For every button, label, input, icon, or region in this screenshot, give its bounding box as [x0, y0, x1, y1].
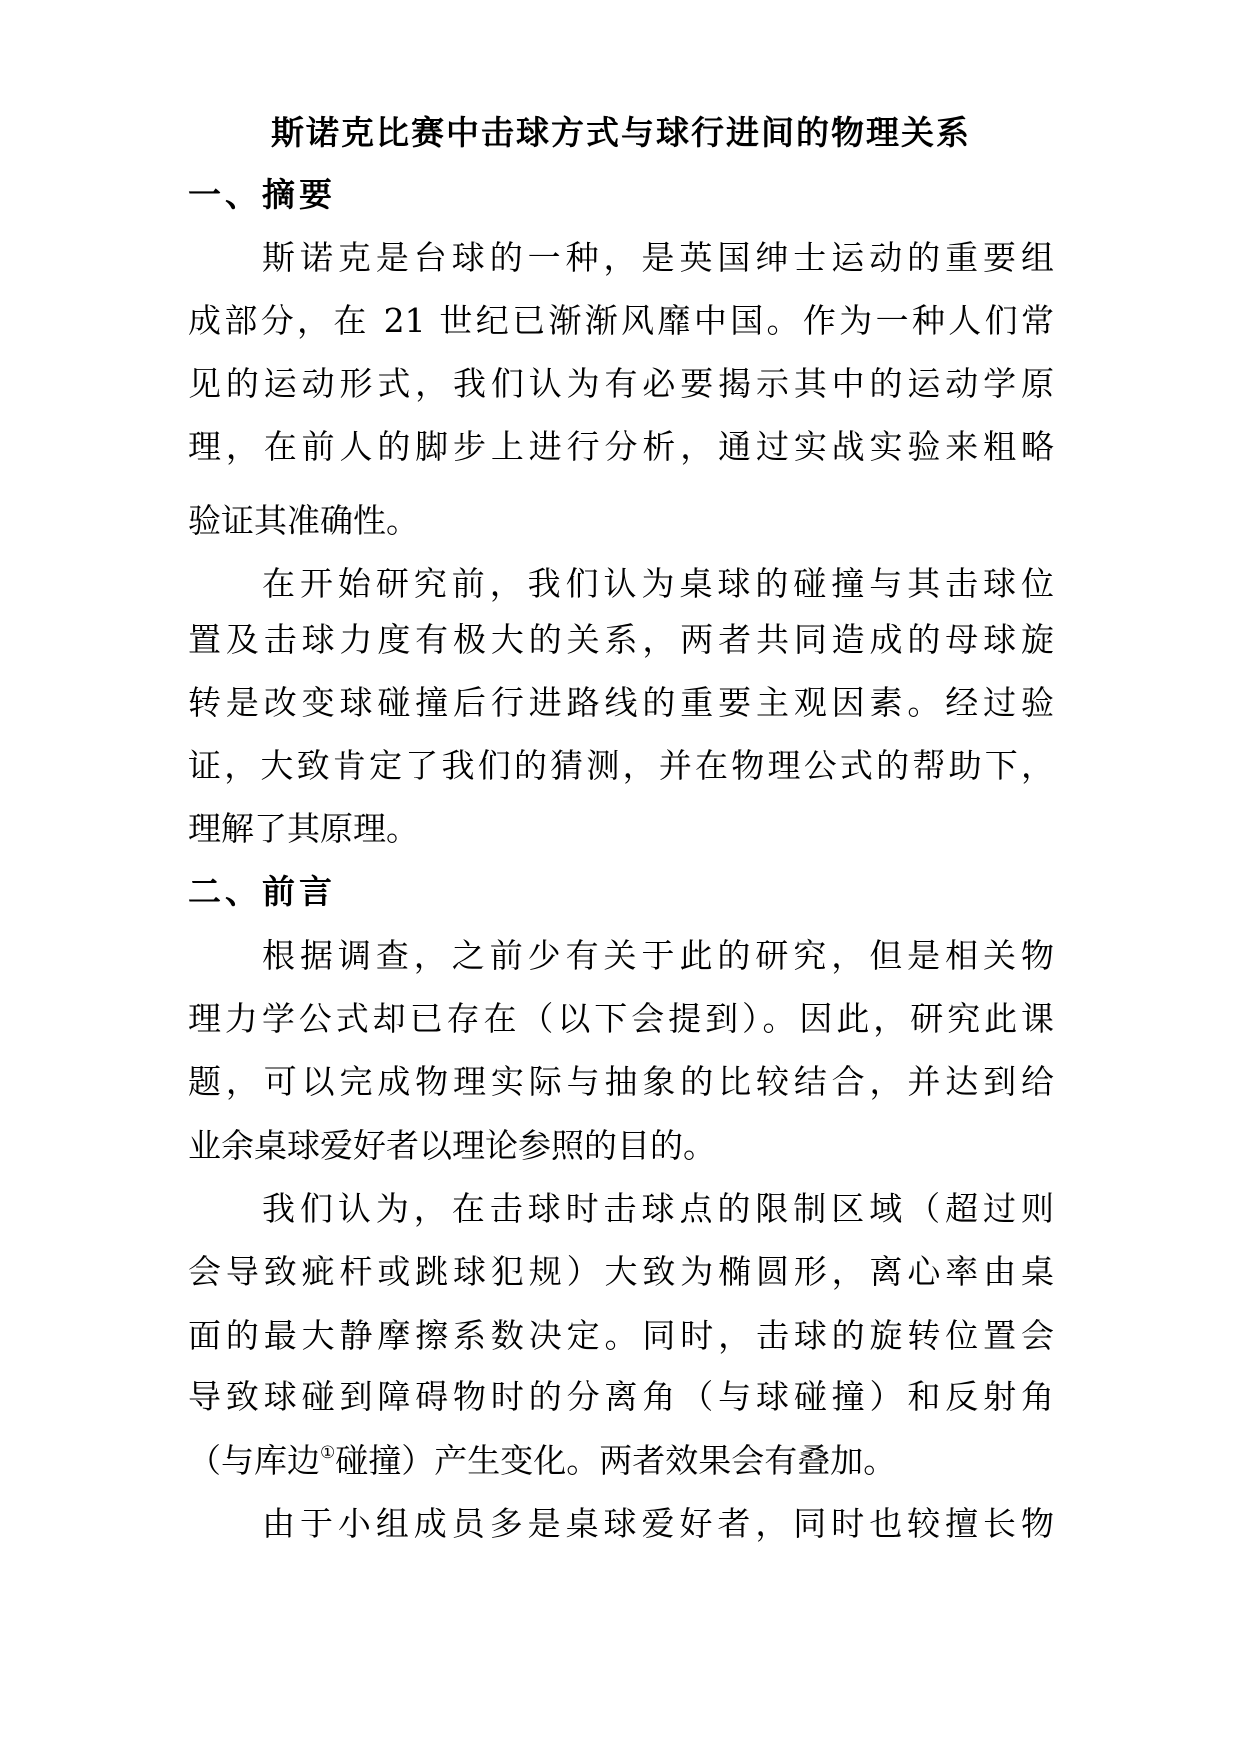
text-fragment: （与库边: [188, 1441, 320, 1480]
section-heading-abstract: 一、摘要: [188, 175, 336, 214]
text-line: 成部分，在 21 世纪已渐渐风靡中国。作为一种人们常: [188, 301, 1054, 340]
text-line: 由于小组成员多是桌球爱好者，同时也较擅长物: [262, 1504, 1054, 1543]
text-line: 根据调查，之前少有关于此的研究，但是相关物: [262, 936, 1054, 975]
section-heading-preface: 二、前言: [188, 872, 336, 911]
text-line: 会导致疵杆或跳球犯规）大致为椭圆形，离心率由桌: [188, 1252, 1054, 1291]
text-line: 置及击球力度有极大的关系，两者共同造成的母球旋: [188, 620, 1054, 659]
text-line: 面的最大静摩擦系数决定。同时，击球的旋转位置会: [188, 1316, 1054, 1355]
text-line: 证，大致肯定了我们的猜测，并在物理公式的帮助下，: [188, 746, 1054, 785]
text-line: 斯诺克是台球的一种，是英国绅士运动的重要组: [262, 238, 1054, 277]
text-line: 理解了其原理。: [188, 809, 419, 848]
text-line: 理，在前人的脚步上进行分析，通过实战实验来粗略: [188, 427, 1054, 466]
text-line: 验证其准确性。: [188, 501, 419, 540]
footnote-marker[interactable]: ①: [320, 1443, 336, 1463]
text-line: 转是改变球碰撞后行进路线的重要主观因素。经过验: [188, 683, 1054, 722]
text-line: 我们认为，在击球时击球点的限制区域（超过则: [262, 1189, 1054, 1228]
text-line: 见的运动形式，我们认为有必要揭示其中的运动学原: [188, 364, 1054, 403]
text-line: 业余桌球爱好者以理论参照的目的。: [188, 1126, 716, 1165]
text-line: 题，可以完成物理实际与抽象的比较结合，并达到给: [188, 1062, 1054, 1101]
text-line: 导致球碰到障碍物时的分离角（与球碰撞）和反射角: [188, 1377, 1054, 1416]
text-line: 理力学公式却已存在（以下会提到）。因此，研究此课: [188, 999, 1054, 1038]
text-line: 在开始研究前，我们认为桌球的碰撞与其击球位: [262, 564, 1054, 603]
text-fragment: 碰撞）产生变化。两者效果会有叠加。: [335, 1441, 897, 1480]
document-title: 斯诺克比赛中击球方式与球行进间的物理关系: [271, 113, 971, 152]
text-line-with-footnote: [188, 1438, 1054, 1484]
